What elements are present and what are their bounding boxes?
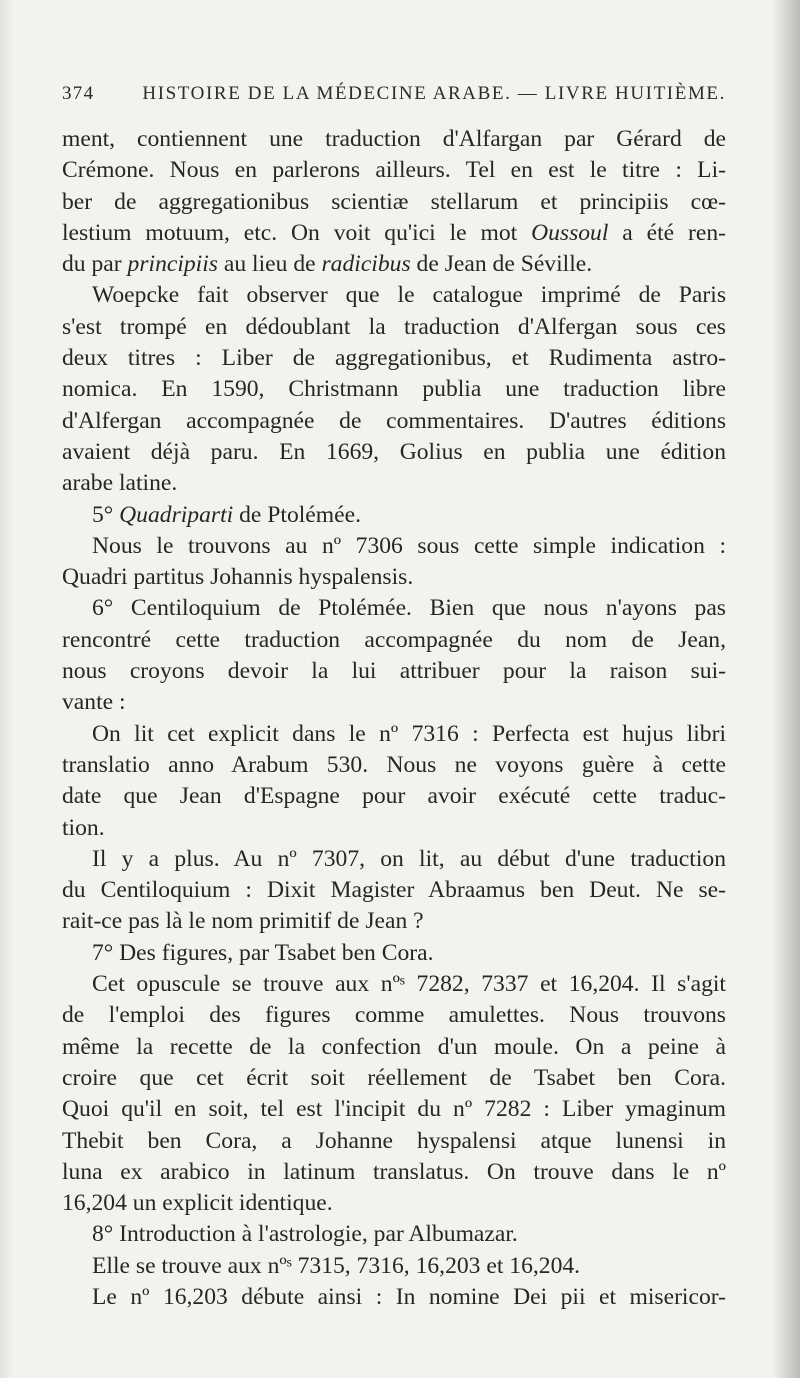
italic-term: principiis [127, 251, 218, 278]
running-header [62, 83, 726, 109]
text-line: s'est trompé en dédoublant la traduction d'Alfergan sous ces [62, 313, 726, 340]
text-line: Thebit ben Cora, a Johanne hyspalensi atque lunensi in [62, 1127, 726, 1154]
running-title: HISTOIRE DE LA MÉDECINE ARABE. — LIVRE HUITIÈME. [142, 83, 726, 104]
text-line: rencontré cette traduction accompagnée du nom de Jean, [62, 626, 726, 653]
text-line: de l'emploi des figures comme amulettes. Nous trouvons [62, 1002, 726, 1029]
italic-term: radicibus [321, 251, 411, 278]
text-line: lestium motuum, etc. On voit qu'ici le mot Oussoul a été ren- [62, 219, 726, 246]
text-line: nomica. En 1590, Christmann publia une traduction libre [62, 376, 726, 403]
text-line: deux titres : Liber de aggregationibus, et Rudimenta astro- [62, 345, 726, 372]
text-line: ber de aggregationibus scientiæ stellarum et principiis cœ- [62, 188, 726, 215]
text-line: On lit cet explicit dans le nº 7316 : Perfecta est hujus libri [92, 720, 726, 747]
text-line: du Centiloquium : Dixit Magister Abraamus ben Deut. Ne se- [62, 877, 726, 904]
text-line: Crémone. Nous en parlerons ailleurs. Tel en est le titre : Li- [62, 157, 726, 184]
text-line: nous croyons devoir la lui attribuer pour la raison sui- [62, 658, 726, 685]
text-line: Le nº 16,203 débute ainsi : In nomine Dei pii et misericor- [92, 1283, 726, 1310]
text-line: Nous le trouvons au nº 7306 sous cette simple indication : [92, 532, 726, 559]
text-line: Il y a plus. Au nº 7307, on lit, au début d'une traduction [92, 845, 726, 872]
text-line: luna ex arabico in latinum translatus. On trouve dans le nº [62, 1158, 726, 1185]
page-body [62, 124, 726, 1313]
text-line: translatio anno Arabum 530. Nous ne voyons guère à cette [62, 751, 726, 778]
text-line: 16,204 un explicit identique. [62, 1190, 333, 1217]
text-line: arabe latine. [62, 470, 178, 497]
page-number: 374 [62, 83, 95, 104]
text-line: Cet opuscule se trouve aux nºˢ 7282, 7337 et 16,204. Il s'agit [92, 971, 726, 998]
section-heading: 5° Quadriparti de Ptolémée. [92, 501, 361, 528]
text-line: Woepcke fait observer que le catalogue imprimé de Paris [92, 282, 726, 309]
text-line: Quoi qu'il en soit, tel est l'incipit du nº 7282 : Liber ymaginum [62, 1096, 726, 1123]
text-line: date que Jean d'Espagne pour avoir exécuté cette traduc- [62, 783, 726, 810]
text-line: rait-ce pas là le nom primitif de Jean ? [62, 908, 424, 935]
text-line: Quadri partitus Johannis hyspalensis. [62, 564, 414, 591]
italic-term: Oussoul [531, 219, 609, 246]
italic-term: Quadriparti [119, 501, 234, 528]
text-line: Elle se trouve aux nºˢ 7315, 7316, 16,203 et 16,204. [92, 1252, 581, 1279]
text-line: vante : [62, 689, 126, 716]
section-heading: 8° Introduction à l'astrologie, par Albumazar. [92, 1221, 518, 1248]
text-line: croire que cet écrit soit réellement de Tsabet ben Cora. [62, 1064, 726, 1091]
text-line: du par principiis au lieu de radicibus de Jean de Séville. [62, 251, 593, 278]
text-line: même la recette de la confection d'un moule. On a peine à [62, 1033, 726, 1060]
section-heading: 6° Centiloquium de Ptolémée. Bien que nous n'ayons pas [92, 595, 726, 622]
text-line: d'Alfergan accompagnée de commentaires. D'autres éditions [62, 407, 726, 434]
page-shadow-left [0, 0, 14, 1378]
page-shadow-right [772, 0, 800, 1378]
text-line: avaient déjà paru. En 1669, Golius en publia une édition [62, 438, 726, 465]
section-heading: 7° Des figures, par Tsabet ben Cora. [92, 939, 434, 966]
text-line: ment, contiennent une traduction d'Alfargan par Gérard de [62, 126, 726, 152]
text-line: tion. [62, 814, 105, 841]
